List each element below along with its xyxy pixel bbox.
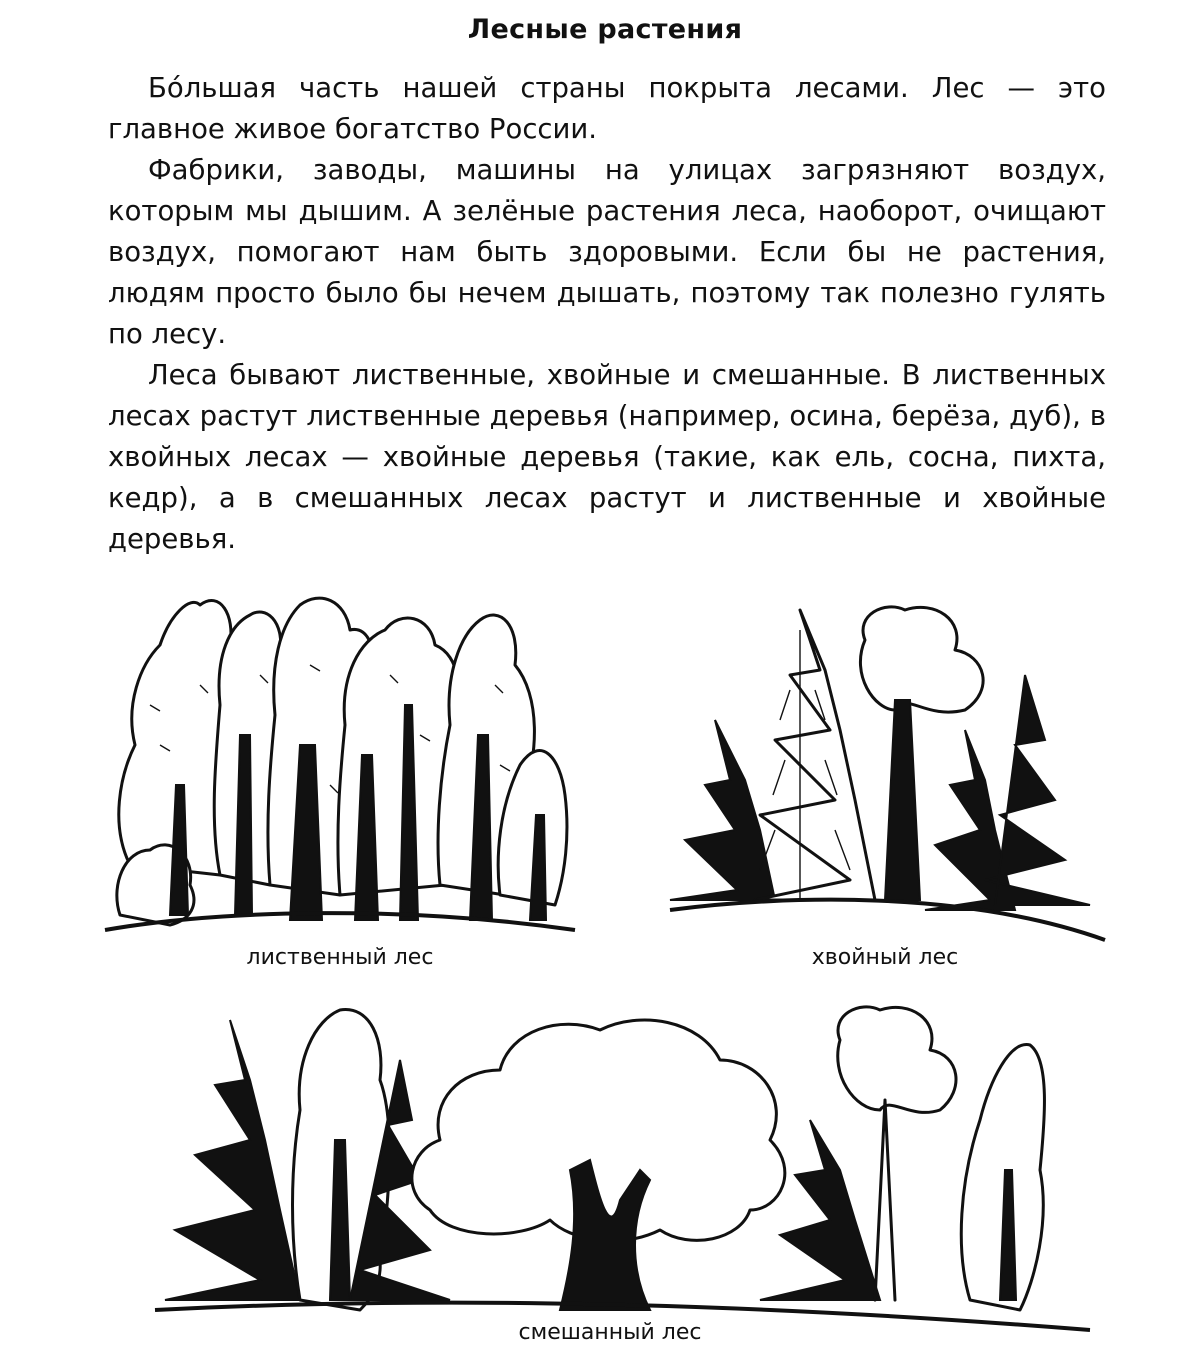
caption-coniferous: хвойный лес (811, 945, 959, 970)
caption-deciduous: лиственный лес (246, 945, 434, 970)
page-title: Лесные растения (467, 14, 743, 45)
paragraph-1: Бо́льшая часть нашей страны покрыта лесами. Лес — это главное живое богатство России. (108, 72, 1106, 145)
mixed-forest-illustration (150, 1000, 1095, 1335)
paragraph-3: Леса бывают лиственные, хвойные и смешанные. В лиственных лесах растут лиственные деревья (например, осина, берёза, дуб), в хвойных лесах — хвойные деревья (такие, как ель, сосна, пихта, кедр), а в смешанных лесах растут и лиственные и хвойные деревья. (108, 359, 1106, 555)
paragraph-2: Фабрики, заводы, машины на улицах загрязняют воздух, которым мы дышим. А зелёные растения леса, наоборот, очищают воздух, помогают нам быть здоровыми. Если бы не растения, людям просто было бы нечем дышать, поэтому так полезно гулять по лесу. (108, 154, 1106, 350)
body-text (108, 68, 1106, 560)
coniferous-forest-illustration (665, 600, 1110, 945)
deciduous-forest-illustration (100, 585, 580, 945)
caption-mixed: смешанный лес (518, 1320, 702, 1345)
